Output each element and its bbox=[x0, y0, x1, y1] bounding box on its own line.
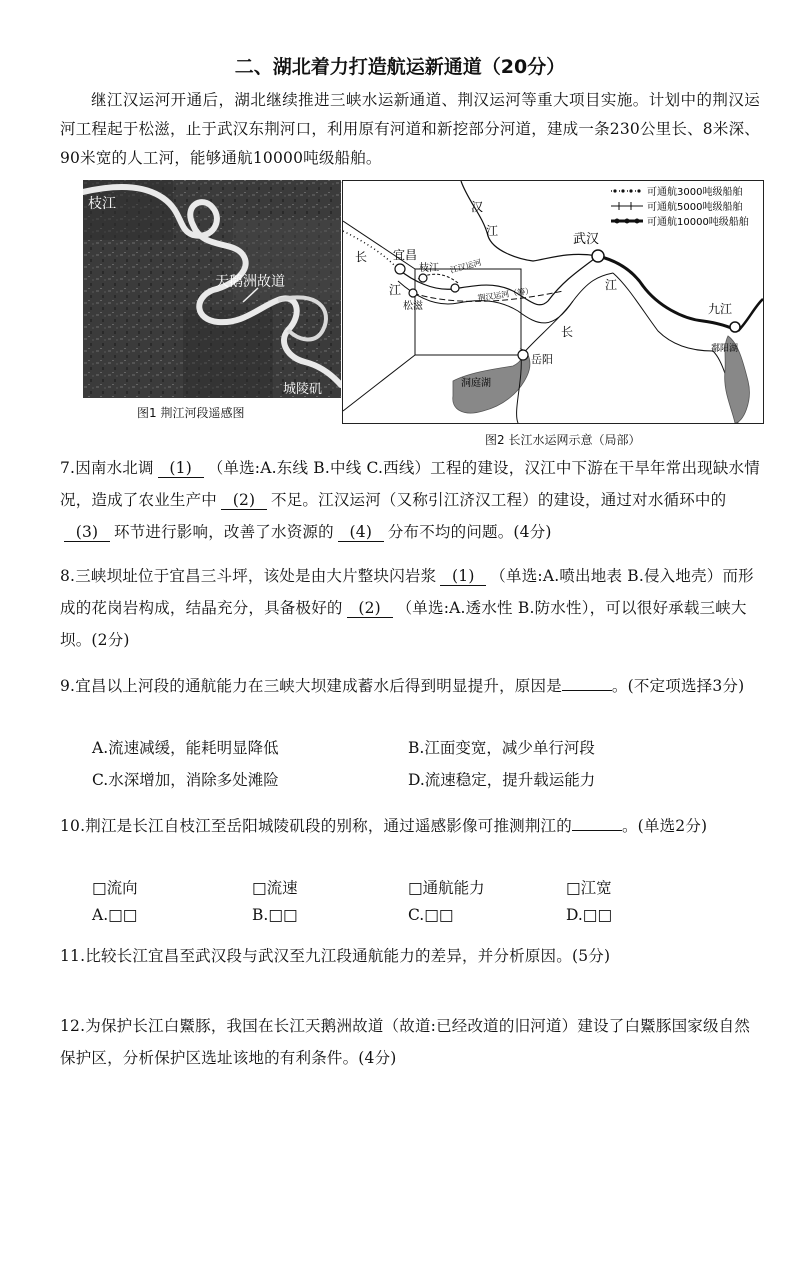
map-label-jiang-han: 江 bbox=[486, 224, 499, 238]
label-chenglingji: 城陵矶 bbox=[283, 382, 323, 397]
section-title: 二、湖北着力打造航运新通道（20分） bbox=[234, 56, 566, 78]
q9-option-b[interactable]: B.江面变宽，减少单行河段 bbox=[408, 739, 595, 757]
map-label-jiang1: 江 bbox=[389, 283, 402, 297]
q7-blank-1[interactable]: (1) bbox=[158, 459, 204, 478]
map-label-jiujiang: 九江 bbox=[708, 302, 733, 316]
q9-answer-blank[interactable] bbox=[562, 674, 612, 691]
q8-blank-1[interactable]: (1) bbox=[440, 567, 486, 586]
q8-blank-2[interactable]: (2) bbox=[347, 599, 393, 618]
map-label-dongting: 洞庭湖 bbox=[461, 378, 491, 389]
q7-blank-4[interactable]: (4) bbox=[338, 523, 384, 542]
q10-item-width: □江宽 bbox=[566, 879, 612, 897]
q10-choice-d[interactable]: D.□□ bbox=[566, 906, 613, 924]
question-8: 8.三峡坝址位于宜昌三斗坪，该处是由大片整块闪岩浆 (1) （单选:A.喷出地表 B.侵入地壳）而形成的花岗岩构成，结晶充分，具备极好的 (2) （单选:A.透水性 B.防水性），可以很好承载三峡大坝。(2分) bbox=[60, 567, 754, 649]
map-label-zhijiang: 枝江 bbox=[419, 263, 439, 274]
q10-item-flow-direction: □流向 bbox=[92, 879, 138, 897]
q10-item-navigation: □通航能力 bbox=[408, 879, 485, 897]
figures bbox=[83, 180, 763, 448]
map-label-wuhan: 武汉 bbox=[573, 232, 600, 247]
q10-choice-b[interactable]: B.□□ bbox=[252, 906, 298, 924]
q10-choice-c[interactable]: C.□□ bbox=[408, 906, 454, 924]
map-label-poyang: 鄱阳湖 bbox=[711, 344, 739, 354]
waterway-map bbox=[342, 180, 764, 424]
q9-option-d[interactable]: D.流速稳定，提升载运能力 bbox=[408, 771, 596, 789]
q9-option-c[interactable]: C.水深增加，消除多处滩险 bbox=[92, 771, 279, 789]
map-label-chang2: 长 bbox=[561, 325, 574, 339]
map-label-jiang2: 江 bbox=[605, 278, 618, 292]
map-label-jinghan-canal: 荆汉运河（筹） bbox=[477, 286, 534, 303]
map-label-jianghan-canal: 江汉运河 bbox=[449, 257, 483, 275]
question-9: 9.宜昌以上河段的通航能力在三峡大坝建成蓄水后得到明显提升，原因是 。(不定项选择3分) bbox=[60, 670, 760, 702]
map-label-yichang: 宜昌 bbox=[393, 248, 418, 262]
label-zhijiang: 枝江 bbox=[88, 196, 116, 212]
question-12: 12.为保护长江白鱀豚，我国在长江天鹅洲故道（故道:已经改道的旧河道）建设了白鱀豚国家级自然保护区，分析保护区选址该地的有利条件。(4分) bbox=[60, 1017, 751, 1067]
map-label-han: 汉 bbox=[471, 200, 484, 214]
q9-option-a[interactable]: A.流速减缓，能耗明显降低 bbox=[92, 739, 279, 757]
question-10: 10.荆江是长江自枝江至岳阳城陵矶段的别称，通过遥感影像可推测荆江的 。(单选2分) bbox=[60, 810, 760, 842]
figure2-caption: 图2 长江水运网示意（局部） bbox=[485, 433, 641, 447]
legend-10000: 可通航10000吨级船舶 bbox=[647, 217, 749, 228]
map-legend bbox=[611, 185, 749, 228]
label-tianezhou: 天鹅洲故道 bbox=[215, 274, 285, 290]
legend-5000: 可通航5000吨级船舶 bbox=[647, 202, 743, 213]
q9-options bbox=[92, 736, 712, 796]
question-11: 11.比较长江宜昌至武汉段与武汉至九江段通航能力的差异，并分析原因。(5分) bbox=[60, 947, 611, 965]
intro-paragraph: 继江汉运河开通后，湖北继续推进三峡水运新通道、荆汉运河等重大项目实施。计划中的荆汉运河工程起于松滋，止于武汉东荆河口，利用原有河道和新挖部分河道，建成一条230公里长、8米深、90米宽的人工河，能够通航10000吨级船舶。 bbox=[60, 91, 760, 167]
question-7: 7.因南水北调 (1) （单选:A.东线 B.中线 C.西线）工程的建设，汉江中下游在干旱年常出现缺水情况，造成了农业生产中 (2) 不足。江汉运河（又称引江济汉工程）的建设，通过对水循环中的(3) 环节进行影响，改善了水资源的 (4) 分布不均的问题。(4分) bbox=[60, 459, 760, 541]
map-label-yueyang: 岳阳 bbox=[531, 353, 553, 366]
q7-blank-3[interactable]: (3) bbox=[64, 523, 110, 542]
q10-answer-blank[interactable] bbox=[572, 814, 622, 831]
legend-3000: 可通航3000吨级船舶 bbox=[647, 187, 743, 198]
map-label-chang1: 长 bbox=[355, 250, 368, 264]
figure1-caption: 图1 荆江河段遥感图 bbox=[137, 406, 245, 420]
q10-options bbox=[92, 876, 712, 936]
q7-blank-2[interactable]: (2) bbox=[221, 491, 267, 510]
map-label-songzi: 松滋 bbox=[403, 301, 423, 312]
q10-choice-a[interactable]: A.□□ bbox=[92, 906, 138, 924]
q10-item-flow-speed: □流速 bbox=[252, 879, 298, 897]
